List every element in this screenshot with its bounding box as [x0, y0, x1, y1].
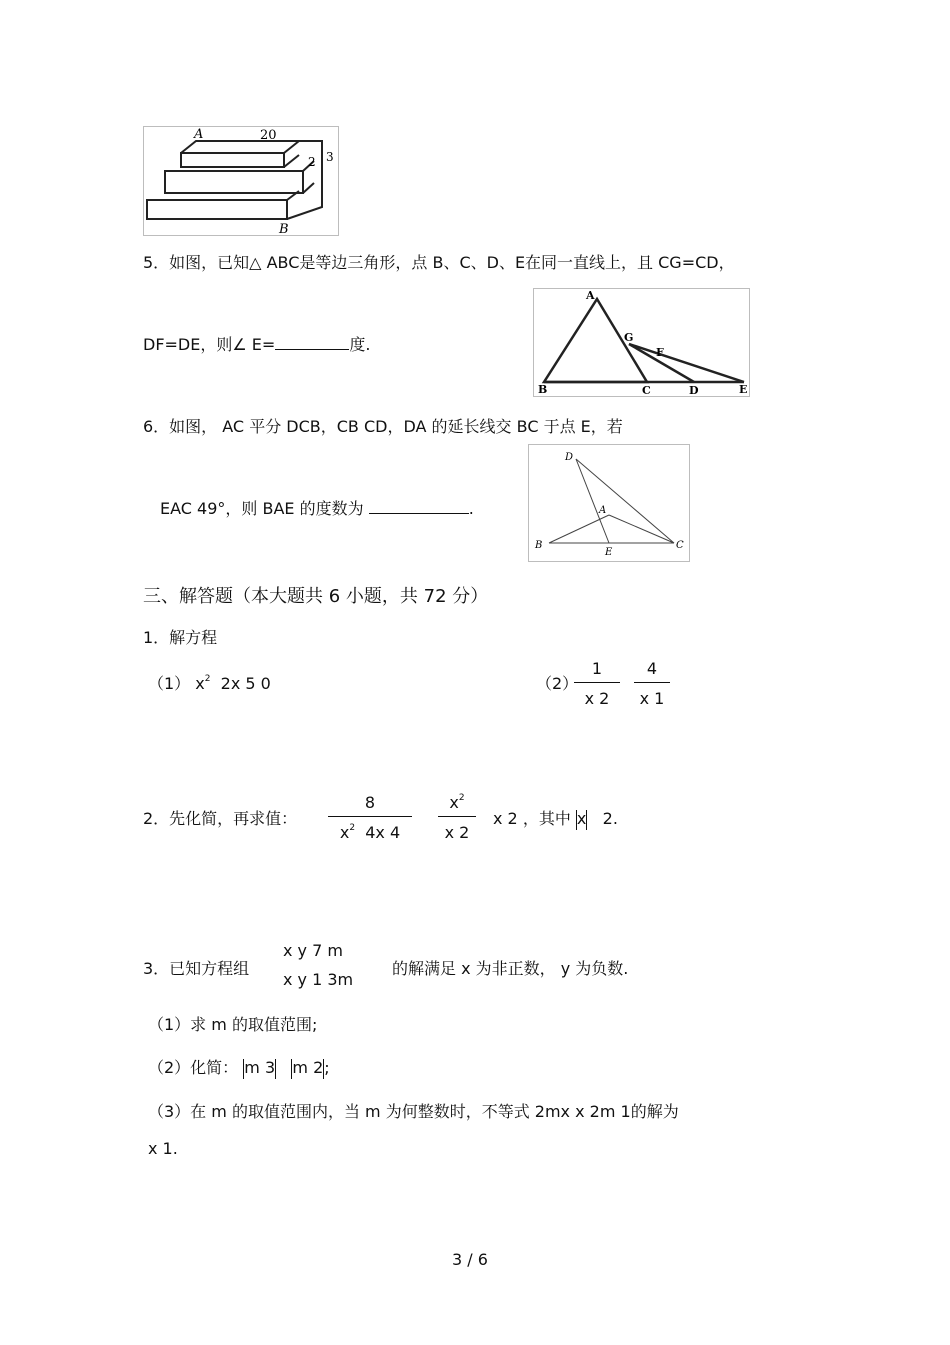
p2-frac1 [328, 793, 412, 842]
angle-label-a: A [599, 505, 607, 516]
q6-line1: 6．如图， AC 平分 DCB，CB CD，DA 的延长线交 BC 于点 E，若 [143, 417, 623, 436]
p2-tail-text: x 2 ，其中 [493, 809, 571, 828]
p1-part1-x: x [195, 674, 205, 693]
angle-figure [528, 444, 690, 562]
p2-tail [493, 806, 618, 830]
stairs-label-step-h: 2 [308, 155, 316, 169]
p1-frac2 [634, 659, 670, 708]
q5-answer-blank[interactable] [275, 335, 349, 350]
triangle-label-e: E [739, 383, 748, 396]
angle-label-b: B [535, 540, 543, 551]
q5-line2-b: 度. [349, 335, 371, 354]
q5-line2 [143, 332, 370, 355]
p1-frac2-den: x 1 [639, 689, 665, 708]
triangle-label-a: A [586, 289, 595, 302]
p2-cond-x: x [576, 809, 587, 828]
q5-line2-a: DF=DE，则∠ E= [143, 335, 276, 354]
q5-line1: 5．如图，已知△ ABC是等边三角形，点 B、C、D、E在同一直线上，且 CG=CD， [143, 253, 735, 272]
q6-line2 [160, 496, 474, 519]
stairs-label-step-w: 3 [326, 150, 334, 164]
p2-frac2 [438, 793, 476, 842]
p1-part2-label: （2） [536, 674, 579, 693]
p2-cond-val: 2 [602, 809, 613, 828]
p2-frac1-den-exp: 2 [349, 823, 356, 833]
stairs-label-length: 20 [260, 128, 277, 143]
p2-label: 2．先化简，再求值： [143, 809, 298, 828]
angle-label-d: D [565, 452, 574, 463]
triangle-label-d: D [689, 384, 699, 396]
p1-frac1-num: 1 [591, 659, 603, 678]
p3-sub2 [148, 1055, 330, 1079]
p2-frac1-num: 8 [364, 793, 376, 812]
q6-line2-a: EAC 49°，则 BAE 的度数为 [160, 499, 364, 518]
stairs-label-b: B [279, 222, 289, 235]
p3-sub3-line2: x 1. [148, 1139, 178, 1158]
p2-frac2-num-exp: 2 [458, 793, 465, 803]
triangle-label-g: G [624, 331, 634, 344]
p2-frac2-den: x 2 [444, 823, 470, 842]
p3-sub3-line1: （3）在 m 的取值范围内，当 m 为何整数时，不等式 2mx x 2m 1的解为 [148, 1102, 679, 1121]
p1-part1-exp: 2 [204, 674, 211, 684]
section3-title: 三、解答题（本大题共 6 小题，共 72 分） [143, 586, 489, 607]
p2-end: . [612, 809, 618, 828]
p3-eq1: x y 7 m [283, 941, 343, 960]
p1-frac1 [574, 659, 620, 708]
p3-sub2-expr2: m 2 [292, 1058, 324, 1077]
p2-frac2-num-x: x [449, 793, 459, 812]
p1-part1-label: （1） [148, 674, 191, 693]
stairs-label-a: A [194, 127, 204, 142]
p3-eq2: x y 1 3m [283, 970, 354, 989]
p3-sub2-expr1: m 3 [244, 1058, 276, 1077]
p1-part1 [148, 671, 271, 694]
p1-title: 1．解方程 [143, 628, 218, 647]
angle-label-e: E [605, 547, 613, 558]
p1-part1-rest: 2x 5 0 [220, 674, 271, 693]
triangle-figure [533, 288, 750, 397]
p3-label: 3．已知方程组 [143, 959, 250, 978]
p1-frac2-num: 4 [646, 659, 658, 678]
p2-frac1-den-rest: 4x 4 [365, 823, 401, 842]
triangle-label-f: F [656, 346, 664, 359]
p3-tail: 的解满足 x 为非正数， y 为负数. [392, 959, 629, 978]
q6-answer-blank[interactable] [369, 499, 469, 514]
p2-frac1-den-x: x [339, 823, 350, 842]
stairs-figure [143, 126, 339, 236]
page-number: 3 / 6 [452, 1250, 488, 1269]
p1-frac1-den: x 2 [584, 689, 610, 708]
q6-line2-b: . [468, 499, 474, 518]
triangle-label-b: B [538, 383, 548, 396]
p3-sub2-end: ; [324, 1058, 330, 1077]
p3-sub1: （1）求 m 的取值范围; [148, 1015, 318, 1034]
angle-label-c: C [676, 540, 684, 551]
triangle-label-c: C [642, 384, 651, 396]
p3-sub2-label: （2）化简： [148, 1058, 239, 1077]
